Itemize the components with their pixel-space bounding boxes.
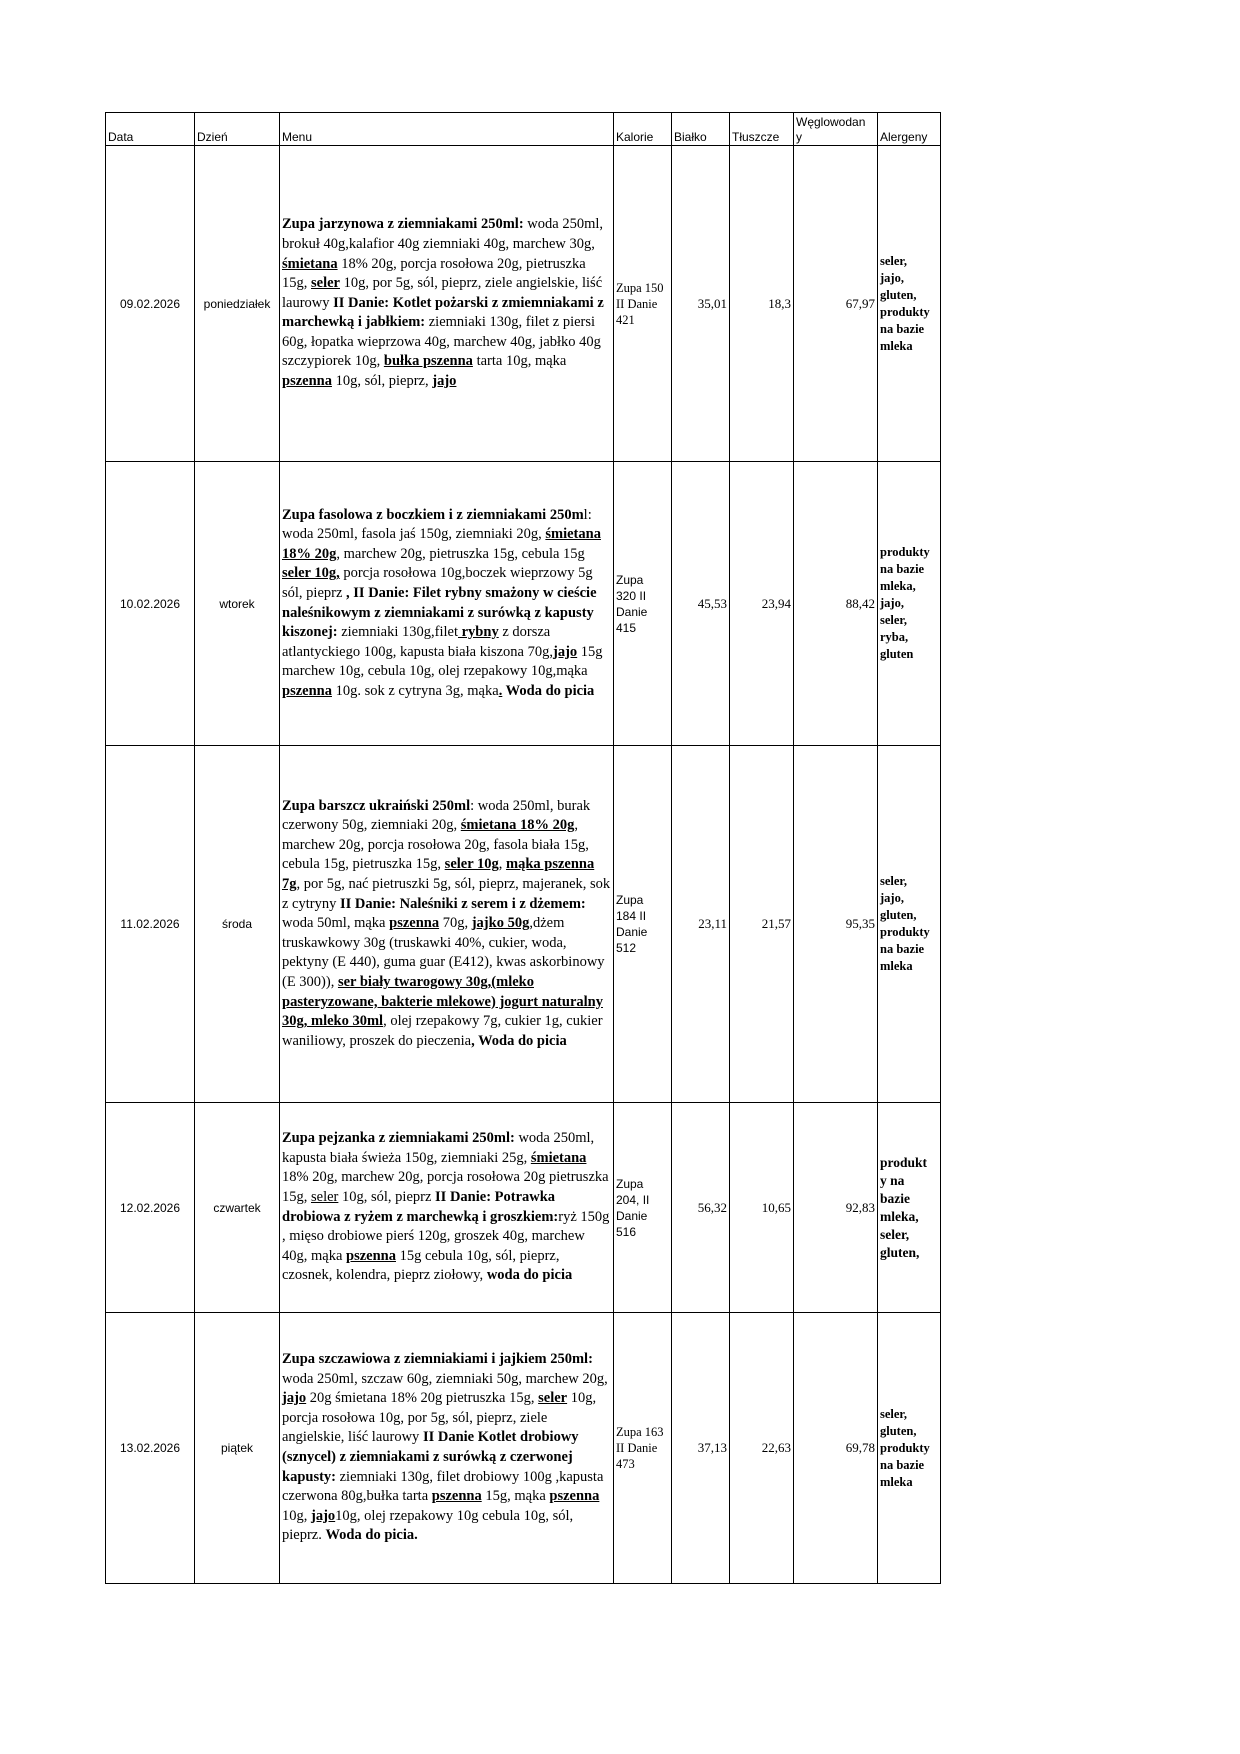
menu-text-segment: jajo (432, 373, 457, 390)
menu-text-segment: seler (311, 1188, 339, 1205)
menu-text-segment: Zupa jarzynowa z ziemniakami 250ml: (282, 216, 524, 233)
menu-cell (280, 146, 614, 462)
menu-text-segment: 10g, olej rzepakowy 10g cebula 10g, sól, pieprz. (282, 1507, 574, 1544)
menu-text-segment: , por 5g, nać pietruszki 5g, sól, pieprz, majeranek, sok z cytryny (282, 876, 611, 912)
date-cell: 13.02.2026 (106, 1313, 195, 1584)
table-row (106, 462, 941, 746)
menu-text-segment: ziemniaki 130g, filet drobiowy 100g ,kapusta czerwona 80g,bułka tarta (282, 1468, 604, 1505)
menu-text-segment: 70g, (439, 915, 472, 932)
kalorie-cell: Zupa 184 II Danie 512 (614, 746, 672, 1103)
header-menu: Menu (280, 113, 614, 146)
day-cell: środa (195, 746, 280, 1103)
menu-text-segment: 18% 20g, marchew 20g, porcja rosołowa 20g pietruszka 15g, (282, 1169, 609, 1205)
menu-text-segment: woda 250ml, szczaw 60g, ziemniaki 50g, marchew 20g, (282, 1370, 608, 1387)
menu-cell (280, 746, 614, 1103)
header-row (106, 113, 941, 146)
menu-text-segment: 18% 20g, porcja rosołowa 20g, pietruszka 15g, (282, 255, 586, 292)
menu-text-segment: Zupa pejzanka z ziemniakami 250ml: (282, 1130, 515, 1147)
menu-text-segment: woda 50ml, mąka (282, 915, 390, 932)
bialko-cell: 45,53 (672, 462, 730, 746)
menu-text-segment: 10g. sok z cytryna 3g, mąka (331, 682, 499, 699)
menu-text-segment: II Danie: Potrawka drobiowa z ryżem z marchewką i groszkiem: (282, 1188, 559, 1225)
menu-text-segment: 10g, sól, pieprz (338, 1188, 436, 1205)
menu-text-segment: Zupa barszcz ukraiński 250ml (282, 797, 471, 814)
menu-text-segment: jajko 50g (471, 915, 530, 932)
kalorie-cell: Zupa 150 II Danie 421 (614, 146, 672, 462)
menu-text-segment: 10g, (282, 1507, 311, 1524)
menu-text-segment: ziemniaki 130g,filet (337, 624, 458, 641)
menu-text-segment: tarta 10g, mąka (472, 353, 567, 370)
date-cell: 10.02.2026 (106, 462, 195, 746)
header-data: Data (106, 113, 195, 146)
menu-text-segment: pszenna (431, 1488, 482, 1505)
menu-text-segment: jajo (311, 1507, 336, 1524)
menu-text-segment: 20g śmietana 18% 20g pietruszka 15g, (306, 1390, 539, 1407)
menu-text-segment: : woda 250ml, burak czerwony 50g, ziemniaki 20g, (282, 797, 591, 834)
kalorie-cell: Zupa 204, II Danie 516 (614, 1103, 672, 1313)
day-cell: wtorek (195, 462, 280, 746)
header-weglowodany: Węglowodan y (794, 113, 878, 146)
kalorie-cell: Zupa 163 II Danie 473 (614, 1313, 672, 1584)
menu-text-segment: II Danie: Naleśniki z serem i z dżemem: (339, 895, 586, 912)
menu-text-segment: , marchew 20g, pietruszka 15g, cebula 15g (336, 545, 585, 562)
table-row (106, 1313, 941, 1584)
bialko-cell: 37,13 (672, 1313, 730, 1584)
menu-text-segment: Woda do picia. (325, 1527, 418, 1544)
weglowodany-cell: 67,97 (794, 146, 878, 462)
menu-text-segment: śmietana (530, 1149, 587, 1166)
menu-text-segment: 10g, sól, pieprz, (331, 373, 433, 390)
menu-text-segment: seler 10g, (282, 565, 340, 582)
menu-text-segment: , olej rzepakowy 7g, cukier 1g, cukier waniliowy, proszek do pieczenia (282, 1013, 603, 1049)
bialko-cell: 23,11 (672, 746, 730, 1103)
header-alergeny: Alergeny (878, 113, 941, 146)
menu-text-segment: bułka pszenna (383, 353, 473, 370)
menu-text-segment: jajo (553, 643, 578, 660)
table-row (106, 746, 941, 1103)
menu-text-segment: rybny (458, 624, 499, 641)
menu-text-segment: pszenna (282, 373, 332, 390)
alergeny-cell: seler, gluten, produkty na bazie mleka (878, 1313, 941, 1584)
menu-text-segment: . (498, 682, 503, 699)
weglowodany-cell: 95,35 (794, 746, 878, 1103)
menu-text-segment: , II Danie: Filet rybny smażony w cieście naleśnikowym z ziemniakami z surówką z kapusty kiszonej: (282, 584, 597, 641)
alergeny-cell: seler, jajo, gluten, produkty na bazie mleka (878, 146, 941, 462)
tluszcze-cell: 22,63 (730, 1313, 794, 1584)
menu-text-segment: ryż 150g , mięso drobiowe pierś 120g, groszek 40g, marchew 40g, mąka (282, 1208, 610, 1264)
menu-text-segment: pszenna (282, 682, 332, 699)
menu-text-segment: 10g, por 5g, sól, pieprz, ziele angielskie, liść laurowy (282, 275, 603, 311)
menu-cell (280, 1103, 614, 1313)
menu-text-segment: II Danie: Kotlet pożarski z zmiemniakami z marchewką i jabłkiem: (282, 294, 604, 331)
menu-text-segment: śmietana (282, 255, 338, 272)
menu-text-segment: II Danie Kotlet drobiowy (sznycel) z ziemniakami z surówką z czerwonej kapusty: (282, 1429, 579, 1485)
menu-text-segment: woda 250ml, brokuł 40g,kalafior 40g ziemniaki 40g, marchew 30g, (282, 216, 603, 252)
menu-text-segment: woda do picia (486, 1267, 573, 1284)
menu-text-segment: ser biały twarogowy 30g,(mleko pasteryzowane, bakterie mlekowe) jogurt naturalny 30g, mleko 30ml (282, 973, 603, 1030)
weglowodany-cell: 92,83 (794, 1103, 878, 1313)
day-cell: czwartek (195, 1103, 280, 1313)
date-cell: 12.02.2026 (106, 1103, 195, 1313)
menu-table (105, 112, 941, 1584)
menu-text-segment: ziemniaki 130g, filet z piersi 60g, łopatka wieprzowa 40g, marchew 40g, jabłko 40g szczypiorek 10g, (282, 314, 601, 370)
menu-text-segment: woda 250ml, kapusta biała świeża 150g, ziemniaki 25g, (282, 1130, 595, 1166)
menu-text-segment: z dorsza atlantyckiego 100g, kapusta biała kiszona 70g, (282, 624, 553, 660)
menu-text-segment: 15g, mąka (481, 1488, 550, 1505)
menu-text-segment: seler (538, 1390, 568, 1407)
menu-text-segment: ,dżem truskawkowy 30g (truskawki 40%, cukier, woda, pektyny (E 440), guma guar (E412), kwas askorbinowy (E 300)), (282, 915, 605, 990)
day-cell: piątek (195, 1313, 280, 1584)
date-cell: 11.02.2026 (106, 746, 195, 1103)
alergeny-cell: produkt y na bazie mleka, seler, gluten, (878, 1103, 941, 1313)
tluszcze-cell: 23,94 (730, 462, 794, 746)
menu-text-segment: śmietana 18% 20g (460, 817, 575, 834)
menu-text-segment: , marchew 20g, porcja rosołowa 20g, fasola biała 15g, cebula 15g, pietruszka 15g, (282, 817, 589, 873)
menu-text-segment: seler (311, 275, 340, 292)
menu-text-segment: pszenna (549, 1488, 600, 1505)
menu-cell (280, 462, 614, 746)
table-row (106, 146, 941, 462)
header-dzien: Dzień (195, 113, 280, 146)
menu-text-segment: Zupa szczawiowa z ziemniakiami i jajkiem 250ml: (282, 1351, 593, 1368)
kalorie-cell: Zupa 320 II Danie 415 (614, 462, 672, 746)
menu-text-segment: Zupa fasolowa z boczkiem i z ziemniakami 250m (282, 506, 584, 523)
tluszcze-cell: 18,3 (730, 146, 794, 462)
menu-text-segment: , (498, 856, 507, 873)
menu-text-segment: jajo (282, 1390, 307, 1407)
alergeny-cell: produkty na bazie mleka, jajo, seler, ryba, gluten (878, 462, 941, 746)
date-cell: 09.02.2026 (106, 146, 195, 462)
menu-text-segment: l: woda 250ml, fasola jaś 150g, ziemniaki 20g, (282, 506, 592, 543)
menu-text-segment: seler 10g (444, 856, 499, 873)
weglowodany-cell: 88,42 (794, 462, 878, 746)
menu-text-segment: mąka pszenna 7g (282, 856, 595, 893)
menu-text-segment: 10g, porcja rosołowa 10g, por 5g, sól, pieprz, ziele angielskie, liść laurowy (282, 1390, 597, 1446)
menu-text-segment: śmietana 18% 20g (282, 526, 601, 562)
header-kalorie: Kalorie (614, 113, 672, 146)
header-tluszcze: Tłuszcze (730, 113, 794, 146)
bialko-cell: 56,32 (672, 1103, 730, 1313)
weglowodany-cell: 69,78 (794, 1313, 878, 1584)
menu-text-segment: pszenna (346, 1247, 396, 1264)
menu-text-segment: porcja rosołowa 10g,boczek wieprzowy 5g sól, pieprz (282, 565, 593, 601)
alergeny-cell: seler, jajo, gluten, produkty na bazie mleka (878, 746, 941, 1103)
menu-text-segment: Woda do picia (502, 682, 595, 699)
menu-text-segment: , Woda do picia (471, 1032, 567, 1049)
menu-text-segment: 15g cebula 10g, sól, pieprz, czosnek, kolendra, pieprz ziołowy, (282, 1247, 560, 1284)
header-bialko: Białko (672, 113, 730, 146)
table-row (106, 1103, 941, 1313)
day-cell: poniedziałek (195, 146, 280, 462)
menu-text-segment: 15g marchew 10g, cebula 10g, olej rzepakowy 10g,mąka (282, 643, 603, 680)
menu-cell (280, 1313, 614, 1584)
tluszcze-cell: 10,65 (730, 1103, 794, 1313)
tluszcze-cell: 21,57 (730, 746, 794, 1103)
bialko-cell: 35,01 (672, 146, 730, 462)
menu-text-segment: pszenna (389, 915, 440, 932)
